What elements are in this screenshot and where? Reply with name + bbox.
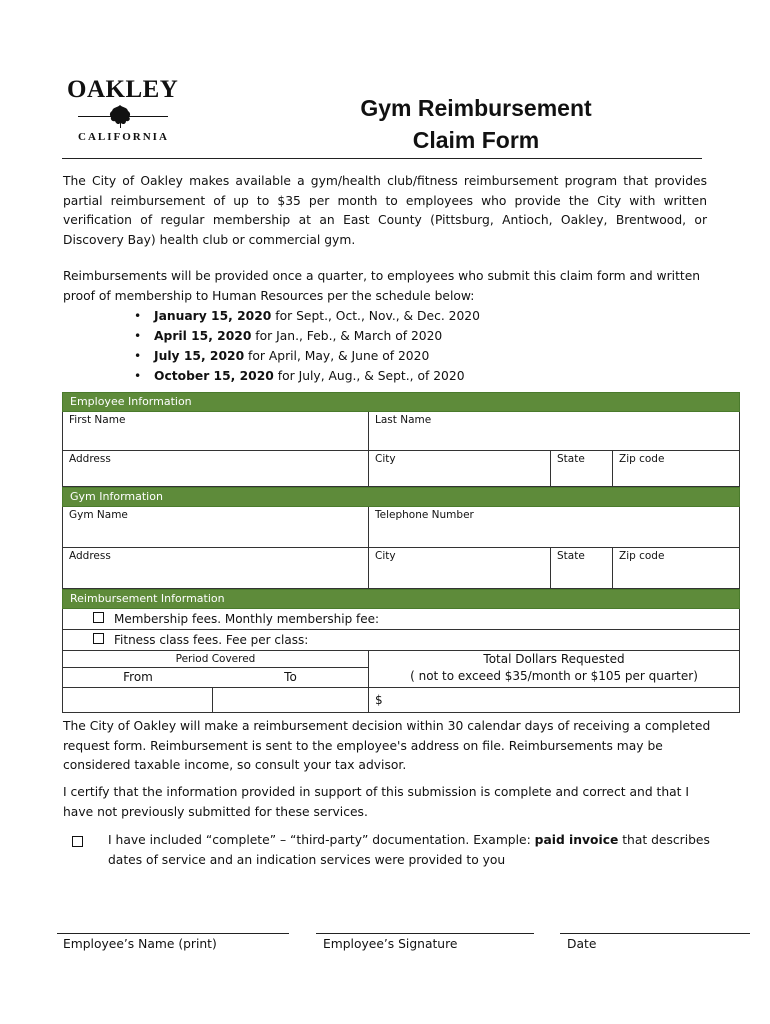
state-label: State [557, 453, 585, 465]
from-date-field[interactable] [63, 688, 213, 712]
last-name-label: Last Name [375, 414, 432, 426]
doc-check-text-end: that describes dates of service and an indication services were provided to you [108, 833, 710, 867]
total-requested-label: Total Dollars Requested [483, 652, 625, 666]
employee-zip-field[interactable] [613, 451, 739, 486]
telephone-label: Telephone Number [375, 509, 474, 521]
period-covered-label: Period Covered [63, 651, 368, 668]
gym-city-field[interactable] [369, 548, 551, 588]
title-line-2: Claim Form [412, 127, 540, 153]
from-label: From [123, 670, 153, 684]
employee-city-field[interactable] [369, 451, 551, 486]
checkbox-icon[interactable] [93, 612, 104, 623]
state-label: State [557, 550, 585, 562]
total-requested-header [369, 651, 739, 687]
first-name-label: First Name [69, 414, 126, 426]
dollar-sign: $ [375, 693, 383, 707]
membership-fee-option[interactable] [62, 609, 740, 630]
gym-section-header: Gym Information [62, 487, 740, 507]
schedule-item: • April 15, 2020 for Jan., Feb., & March of 2020 [134, 326, 480, 346]
employee-address-field[interactable] [63, 451, 369, 486]
logo-wordmark: OAKLEY [67, 76, 179, 103]
form-title [330, 92, 622, 156]
period-covered-header [63, 651, 369, 687]
doc-check-text: I have included “complete” – “third-party” documentation. Example: [108, 833, 535, 847]
title-line-1: Gym Reimbursement [360, 95, 592, 121]
zip-label: Zip code [619, 453, 665, 465]
checkbox-icon[interactable] [72, 836, 83, 847]
gym-name-field[interactable] [63, 507, 369, 547]
employee-signature-label: Employee’s Signature [323, 937, 458, 951]
reimbursement-section-header: Reimbursement Information [62, 589, 740, 609]
signature-line[interactable] [316, 933, 534, 934]
total-dollars-field[interactable] [369, 688, 739, 712]
date-line[interactable] [560, 933, 750, 934]
schedule-item: • July 15, 2020 for April, May, & June of 2020 [134, 346, 480, 366]
name-signature-line[interactable] [57, 933, 289, 934]
logo-state: CALIFORNIA [78, 131, 169, 143]
claim-form-table [62, 392, 740, 713]
first-name-field[interactable] [63, 412, 369, 450]
date-label: Date [567, 937, 597, 951]
schedule-intro: Reimbursements will be provided once a quarter, to employees who submit this claim form and written proof of membership to Human Resources per the schedule below: [63, 269, 701, 303]
gym-zip-field[interactable] [613, 548, 739, 588]
doc-check-bold: paid invoice [534, 833, 619, 847]
to-date-field[interactable] [213, 688, 369, 712]
class-fee-label: Fitness class fees. Fee per class: [114, 633, 309, 647]
checkbox-icon[interactable] [93, 633, 104, 644]
membership-fee-label: Membership fees. Monthly membership fee: [114, 612, 380, 626]
decision-paragraph: The City of Oakley will make a reimbursement decision within 30 calendar days of receiving a completed request form. Reimbursement is sent to the employee's address on file. Reimbursements may be considered taxable income, so consult your tax advisor. [63, 719, 711, 772]
employee-name-label: Employee’s Name (print) [63, 937, 217, 951]
address-label: Address [69, 453, 111, 465]
address-label: Address [69, 550, 111, 562]
schedule-list [134, 306, 480, 386]
total-requested-note: ( not to exceed $35/month or $105 per quarter) [410, 669, 698, 683]
certify-paragraph: I certify that the information provided in support of this submission is complete and correct and that I have not previously submitted for these services. [63, 785, 690, 819]
employee-state-field[interactable] [551, 451, 613, 486]
gym-name-label: Gym Name [69, 509, 128, 521]
to-label: To [284, 670, 297, 684]
schedule-item: • January 15, 2020 for Sept., Oct., Nov., & Dec. 2020 [134, 306, 480, 326]
last-name-field[interactable] [369, 412, 739, 450]
gym-state-field[interactable] [551, 548, 613, 588]
class-fee-option[interactable] [62, 630, 740, 651]
schedule-item: • October 15, 2020 for July, Aug., & Sept., of 2020 [134, 366, 480, 386]
city-label: City [375, 453, 396, 465]
intro-paragraph: The City of Oakley makes available a gym/health club/fitness reimbursement program that provides partial reimbursement of up to $35 per month to employees who provide the City with written verification of regular membership at an East County (Pittsburg, Antioch, Oakley, Brentwood, or Discovery Bay) health club or commercial gym. [63, 174, 707, 247]
zip-label: Zip code [619, 550, 665, 562]
documentation-checkbox-row[interactable] [72, 831, 712, 870]
header-rule [62, 158, 702, 159]
city-label: City [375, 550, 396, 562]
oak-leaf-icon [107, 103, 133, 129]
employee-section-header: Employee Information [62, 392, 740, 412]
gym-telephone-field[interactable] [369, 507, 739, 547]
gym-address-field[interactable] [63, 548, 369, 588]
